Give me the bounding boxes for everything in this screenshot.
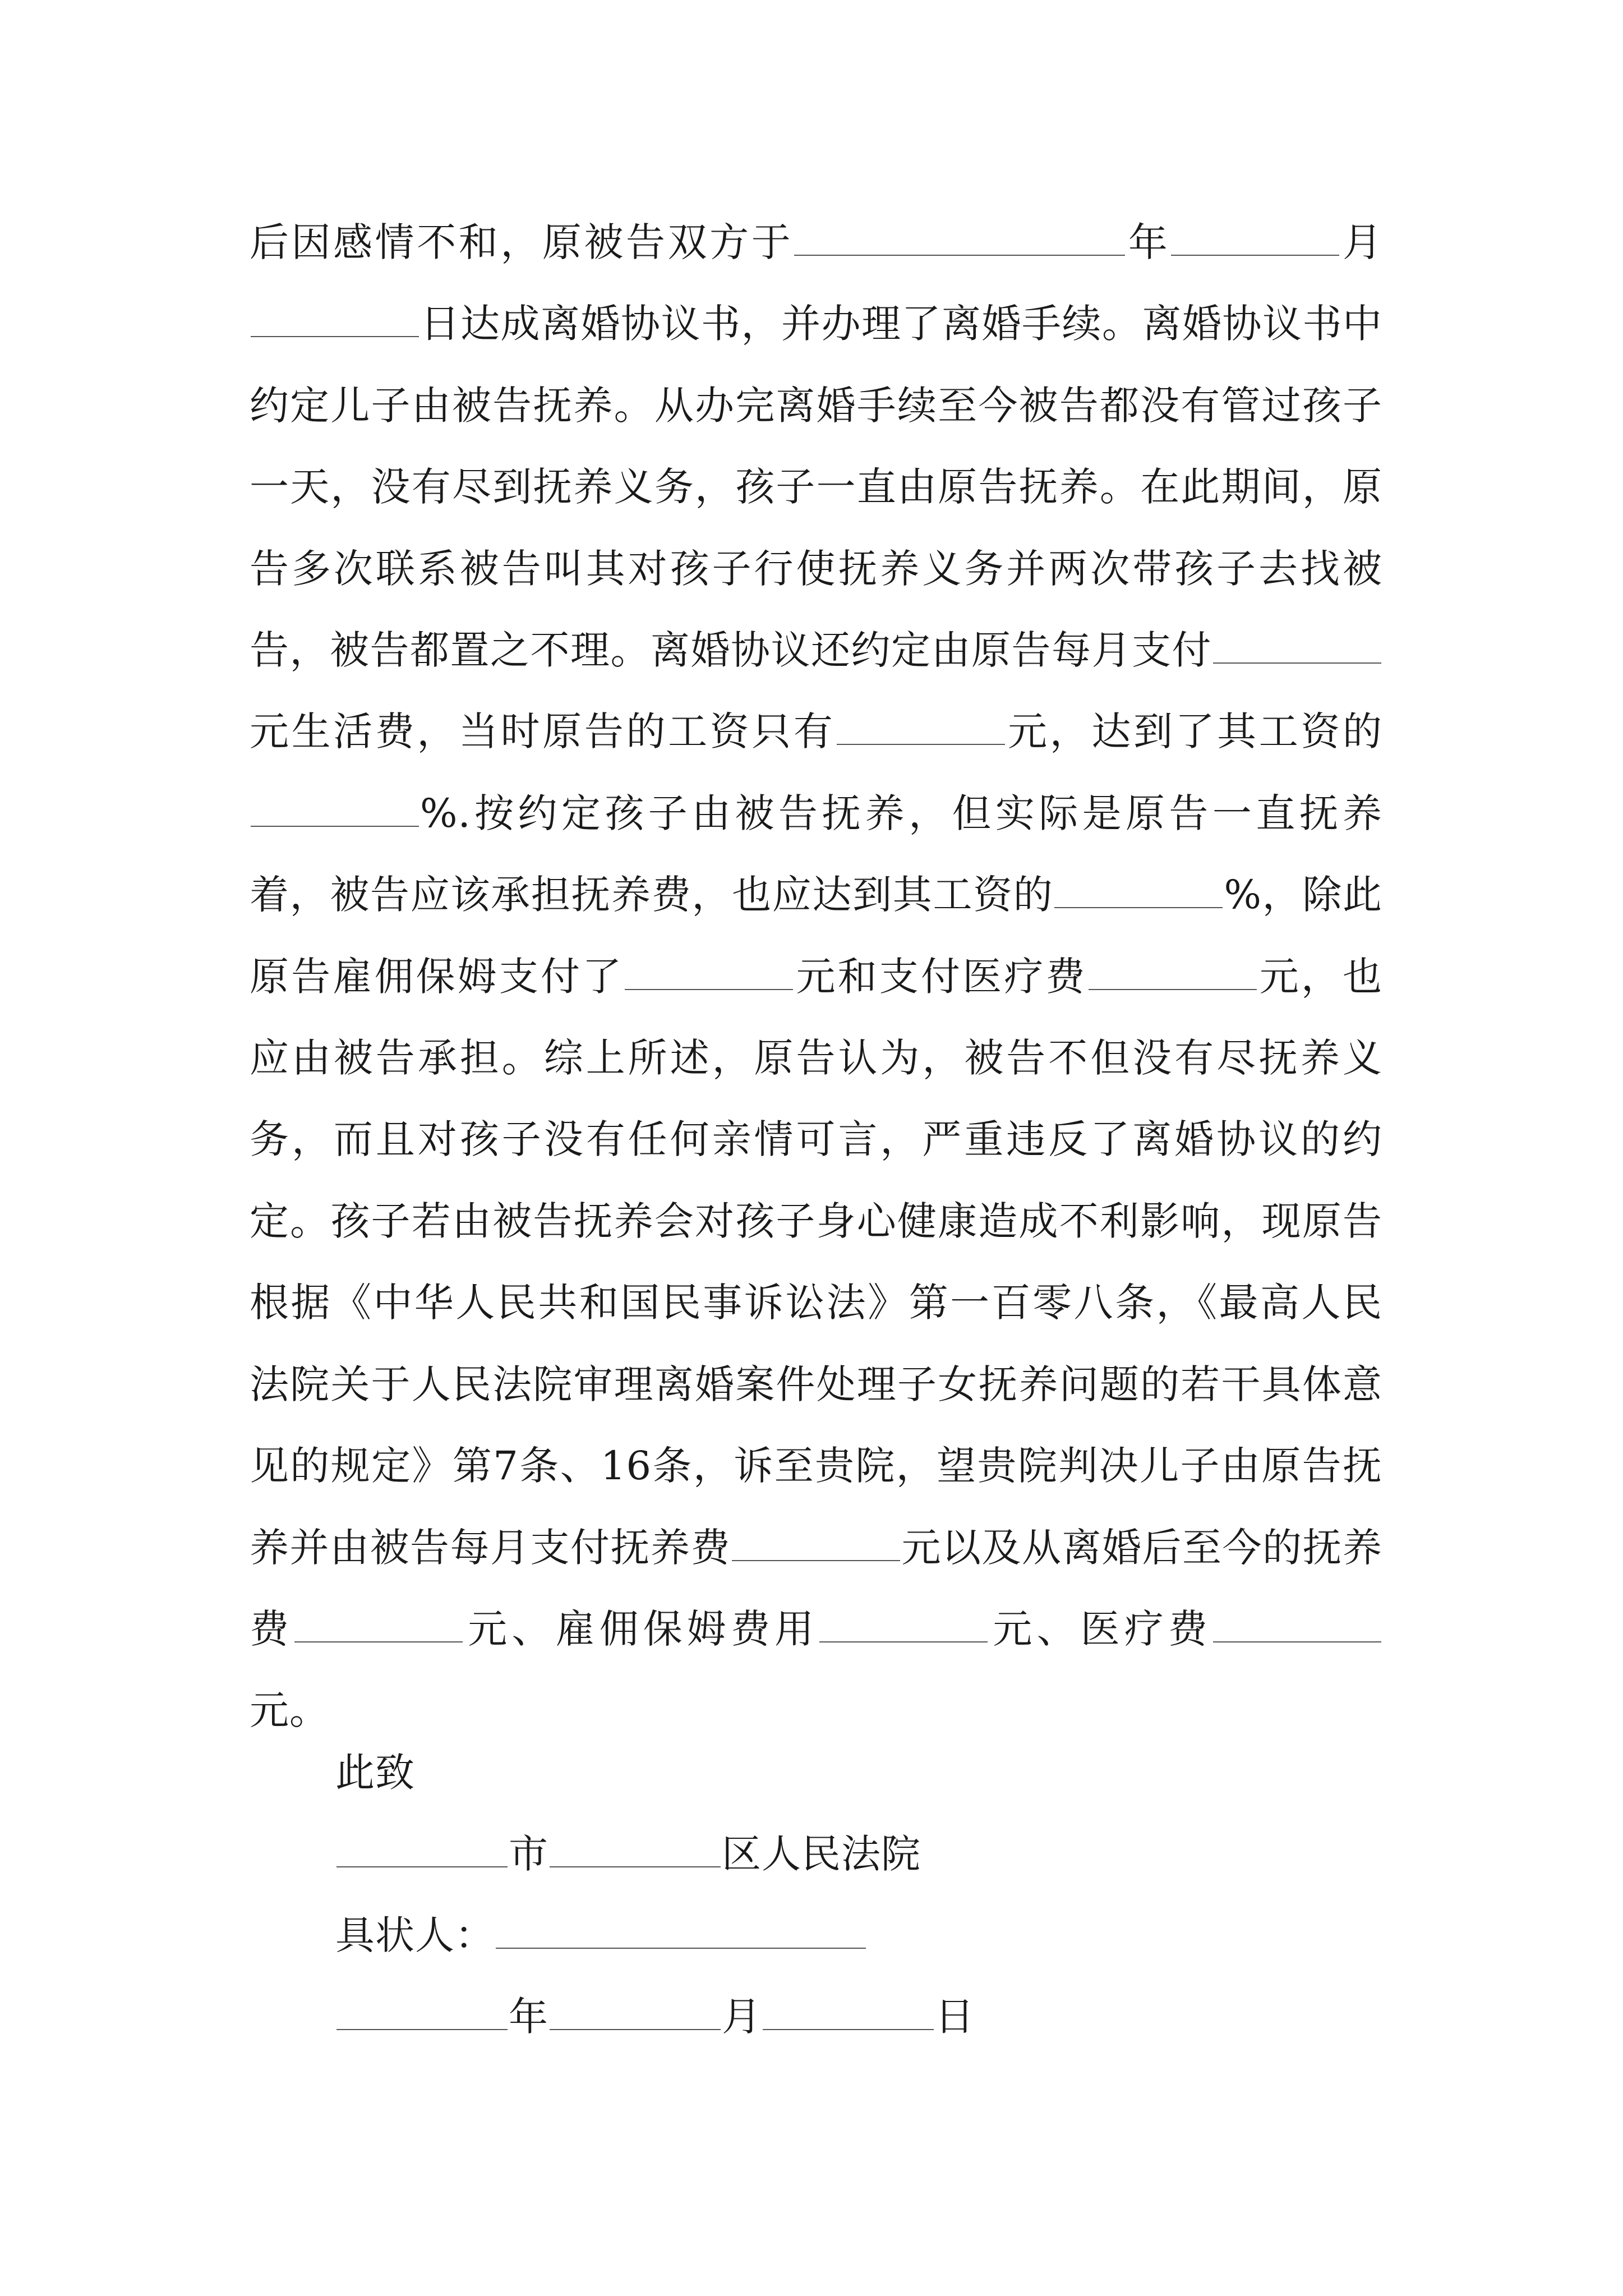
body-text-2: 年 bbox=[1126, 219, 1170, 265]
medical-fee-blank[interactable] bbox=[1213, 1641, 1381, 1642]
body-text-12: 元、雇佣保姆费用 bbox=[464, 1605, 819, 1652]
living-expense-blank[interactable] bbox=[1213, 662, 1381, 664]
body-text-3: 月 bbox=[1340, 219, 1382, 265]
date-year-label: 年 bbox=[509, 1994, 548, 2040]
body-text-10: 元，也应由被告承担。综上所述，原告认为，被告不但没有尽抚养义务，而且对孩子没有任何亲情可言，严重违反了离婚协议的约定。孩子若由被告抚养会对孩子身心健康造成不利影响，现原告根据《中华人民共和国民事诉讼法》第一百零八条，《最高人民法院关于人民法院审理离婚案件处理子女抚养问题的若干具体意见的规定》第7条、16条，诉至贵院，望贵院判决儿子由原告抚养并由被告每月支付抚养费 bbox=[250, 953, 1383, 1571]
monthly-support-blank[interactable] bbox=[732, 1559, 900, 1561]
body-text-4: 日达成离婚协议书，并办理了离婚手续。离婚协议书中约定儿子由被告抚养。从办完离婚手续至今被告都没有管过孩子一天，没有尽到抚养义务，孩子一直由原告抚养。在此期间，原告多次联系被告叫其对孩子行使抚养义务并两次带孩子去找被告，被告都置之不理。离婚协议还约定由原告每月支付 bbox=[250, 301, 1382, 674]
medical-cost-blank[interactable] bbox=[1089, 988, 1257, 990]
complaint-body bbox=[250, 202, 1382, 1752]
nanny-fee-blank[interactable] bbox=[819, 1641, 988, 1642]
salutation-line bbox=[335, 1750, 415, 1795]
date-line bbox=[335, 1994, 975, 2039]
date-month-label: 月 bbox=[722, 1994, 762, 2040]
signer-line bbox=[335, 1913, 867, 1958]
month-blank[interactable] bbox=[1171, 254, 1339, 256]
salutation: 此致 bbox=[335, 1750, 415, 1796]
salary-percent-blank[interactable] bbox=[251, 825, 419, 827]
past-support-blank[interactable] bbox=[294, 1641, 463, 1642]
signer-blank[interactable] bbox=[496, 1947, 866, 1949]
court-suffix: 区人民法院 bbox=[722, 1831, 921, 1877]
body-text-1: 后因感情不和，原被告双方于 bbox=[250, 219, 794, 265]
signer-label: 具状人： bbox=[335, 1912, 495, 1958]
body-text-6: 元，达到了其工资的 bbox=[1006, 708, 1383, 755]
body-text-11: 元以及从离婚后至今的抚养费 bbox=[250, 1524, 1382, 1652]
nanny-cost-blank[interactable] bbox=[625, 988, 793, 990]
body-text-13: 元、医疗费 bbox=[989, 1605, 1212, 1652]
body-text-5: 元生活费，当时原告的工资只有 bbox=[250, 708, 836, 755]
date-year-blank[interactable] bbox=[336, 2028, 508, 2030]
day-blank[interactable] bbox=[251, 335, 419, 337]
body-text-9: 元和支付医疗费 bbox=[794, 953, 1087, 1000]
city-blank[interactable] bbox=[336, 1866, 508, 1867]
court-line bbox=[335, 1832, 921, 1876]
body-text-8: %，除此原告雇佣保姆支付了 bbox=[250, 872, 1383, 1000]
district-blank[interactable] bbox=[550, 1866, 721, 1867]
year-blank[interactable] bbox=[794, 254, 1125, 256]
city-suffix: 市 bbox=[509, 1831, 548, 1877]
body-text-14: 元。 bbox=[250, 1687, 329, 1734]
salary-blank[interactable] bbox=[837, 743, 1005, 745]
defendant-percent-blank[interactable] bbox=[1054, 907, 1223, 908]
date-day-blank[interactable] bbox=[763, 2028, 934, 2030]
date-day-label: 日 bbox=[935, 1994, 975, 2040]
body-text-7: %.按约定孩子由被告抚养，但实际是原告一直抚养着，被告应该承担抚养费，也应达到其工资的 bbox=[250, 790, 1382, 918]
date-month-blank[interactable] bbox=[550, 2028, 721, 2030]
